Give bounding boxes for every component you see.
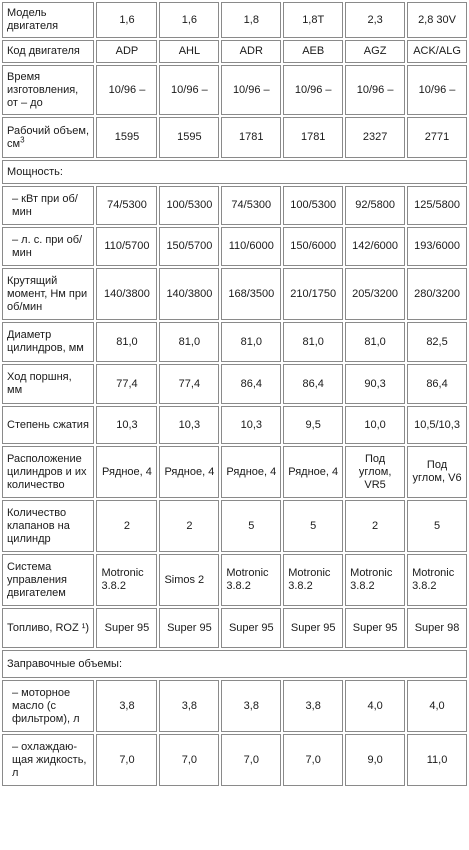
table-cell: 92/5800 <box>345 186 405 225</box>
row-label: Время изготовления, от – до <box>2 65 94 115</box>
table-cell: ADP <box>96 40 157 63</box>
table-row <box>2 186 467 225</box>
table-row <box>2 406 467 444</box>
table-cell: 11,0 <box>407 734 467 786</box>
table-row <box>2 268 467 320</box>
row-label-superscript: 3 <box>20 134 25 144</box>
table-cell: 77,4 <box>159 364 219 404</box>
table-cell: 7,0 <box>221 734 281 786</box>
table-cell: 2327 <box>345 117 405 158</box>
table-cell: 86,4 <box>283 364 343 404</box>
row-label: Система управления двигателем <box>2 554 94 606</box>
table-row <box>2 734 467 786</box>
table-cell: Super 95 <box>159 608 219 648</box>
table-row <box>2 2 467 38</box>
row-label: Количество клапанов на цилиндр <box>2 500 94 552</box>
row-label: Расположение цилиндров и их количество <box>2 446 94 498</box>
section-row <box>2 650 467 678</box>
table-cell: 74/5300 <box>96 186 157 225</box>
table-cell: Рядное, 4 <box>221 446 281 498</box>
table-cell: 4,0 <box>407 680 467 732</box>
table-cell: 2,3 <box>345 2 405 38</box>
table-cell: Super 98 <box>407 608 467 648</box>
table-cell: 2 <box>345 500 405 552</box>
table-cell: 4,0 <box>345 680 405 732</box>
table-row <box>2 65 467 115</box>
table-cell: 3,8 <box>96 680 157 732</box>
table-cell: Рядное, 4 <box>159 446 219 498</box>
table-cell: 81,0 <box>159 322 219 362</box>
table-cell: 10,3 <box>159 406 219 444</box>
table-cell: Super 95 <box>221 608 281 648</box>
table-cell: 2 <box>159 500 219 552</box>
table-cell: ACK/ALG <box>407 40 467 63</box>
row-label: – моторное масло (с фильтром), л <box>2 680 94 732</box>
table-cell: 86,4 <box>221 364 281 404</box>
table-row <box>2 446 467 498</box>
table-cell: 1,6 <box>159 2 219 38</box>
table-cell: 10/96 – <box>283 65 343 115</box>
table-cell: 81,0 <box>221 322 281 362</box>
table-row <box>2 117 467 158</box>
table-cell: 210/1750 <box>283 268 343 320</box>
row-label: Крутящий момент, Нм при об/мин <box>2 268 94 320</box>
table-cell: Super 95 <box>345 608 405 648</box>
table-cell: ADR <box>221 40 281 63</box>
table-cell: 1,6 <box>96 2 157 38</box>
table-cell: Super 95 <box>283 608 343 648</box>
table-cell: 81,0 <box>96 322 157 362</box>
table-cell: AHL <box>159 40 219 63</box>
row-label: Модель двигателя <box>2 2 94 38</box>
table-row <box>2 608 467 648</box>
table-cell: 5 <box>283 500 343 552</box>
row-label: Топливо, ROZ ¹) <box>2 608 94 648</box>
table-cell: 125/5800 <box>407 186 467 225</box>
table-cell: 10,3 <box>221 406 281 444</box>
table-cell: 7,0 <box>283 734 343 786</box>
table-cell: 10/96 – <box>221 65 281 115</box>
table-cell: 10/96 – <box>159 65 219 115</box>
section-row <box>2 160 467 184</box>
table-cell: 1,8 <box>221 2 281 38</box>
table-cell: 205/3200 <box>345 268 405 320</box>
table-cell: 2771 <box>407 117 467 158</box>
table-cell: 10,5/10,3 <box>407 406 467 444</box>
table-cell: 10,0 <box>345 406 405 444</box>
table-cell: 193/6000 <box>407 227 467 266</box>
table-cell: 10/96 – <box>345 65 405 115</box>
table-row <box>2 680 467 732</box>
table-cell: 10/96 – <box>96 65 157 115</box>
table-cell: 74/5300 <box>221 186 281 225</box>
section-title: Мощность: <box>2 160 467 184</box>
table-cell: 3,8 <box>283 680 343 732</box>
table-cell: 2,8 30V <box>407 2 467 38</box>
table-row <box>2 554 467 606</box>
table-cell: 77,4 <box>96 364 157 404</box>
table-cell: Super 95 <box>96 608 157 648</box>
table-cell: 1781 <box>221 117 281 158</box>
row-label: – л. с. при об/мин <box>2 227 94 266</box>
table-row <box>2 500 467 552</box>
table-cell: 1,8T <box>283 2 343 38</box>
table-cell: AGZ <box>345 40 405 63</box>
table-cell: 100/5300 <box>159 186 219 225</box>
table-row <box>2 322 467 362</box>
table-cell: 9,0 <box>345 734 405 786</box>
table-cell: Motronic 3.8.2 <box>345 554 405 606</box>
table-cell: AEB <box>283 40 343 63</box>
table-cell: 110/5700 <box>96 227 157 266</box>
table-cell: Рядное, 4 <box>283 446 343 498</box>
table-cell: 150/5700 <box>159 227 219 266</box>
row-label: Код двигателя <box>2 40 94 63</box>
table-cell: 1781 <box>283 117 343 158</box>
row-label: Ход поршня, мм <box>2 364 94 404</box>
row-label: Степень сжатия <box>2 406 94 444</box>
table-cell: 7,0 <box>96 734 157 786</box>
table-cell: 100/5300 <box>283 186 343 225</box>
table-cell: Под углом, V6 <box>407 446 467 498</box>
table-cell: 140/3800 <box>96 268 157 320</box>
table-cell: 7,0 <box>159 734 219 786</box>
table-cell: 81,0 <box>345 322 405 362</box>
table-cell: 140/3800 <box>159 268 219 320</box>
table-cell: 2 <box>96 500 157 552</box>
table-cell: 1595 <box>159 117 219 158</box>
section-title: Заправочные объемы: <box>2 650 467 678</box>
table-cell: Simos 2 <box>159 554 219 606</box>
table-cell: 81,0 <box>283 322 343 362</box>
table-cell: 82,5 <box>407 322 467 362</box>
table-cell: 3,8 <box>159 680 219 732</box>
table-cell: 1595 <box>96 117 157 158</box>
table-cell: Motronic 3.8.2 <box>407 554 467 606</box>
table-cell: Под углом, VR5 <box>345 446 405 498</box>
table-cell: 10,3 <box>96 406 157 444</box>
row-label <box>2 117 94 158</box>
row-label: – кВт при об/мин <box>2 186 94 225</box>
row-label: – охлаждаю-щая жидкость, л <box>2 734 94 786</box>
table-cell: Motronic 3.8.2 <box>96 554 157 606</box>
table-cell: Motronic 3.8.2 <box>283 554 343 606</box>
table-row <box>2 227 467 266</box>
table-cell: 142/6000 <box>345 227 405 266</box>
table-cell: 5 <box>221 500 281 552</box>
table-cell: 280/3200 <box>407 268 467 320</box>
table-cell: 168/3500 <box>221 268 281 320</box>
table-cell: 150/6000 <box>283 227 343 266</box>
table-cell: 110/6000 <box>221 227 281 266</box>
table-cell: Motronic 3.8.2 <box>221 554 281 606</box>
table-cell: 10/96 – <box>407 65 467 115</box>
table-row <box>2 364 467 404</box>
table-cell: 5 <box>407 500 467 552</box>
row-label-text: Рабочий объем, см <box>7 124 90 150</box>
row-label: Диаметр цилиндров, мм <box>2 322 94 362</box>
table-cell: 3,8 <box>221 680 281 732</box>
table-row <box>2 40 467 63</box>
table-cell: Рядное, 4 <box>96 446 157 498</box>
table-cell: 9,5 <box>283 406 343 444</box>
table-cell: 86,4 <box>407 364 467 404</box>
table-cell: 90,3 <box>345 364 405 404</box>
